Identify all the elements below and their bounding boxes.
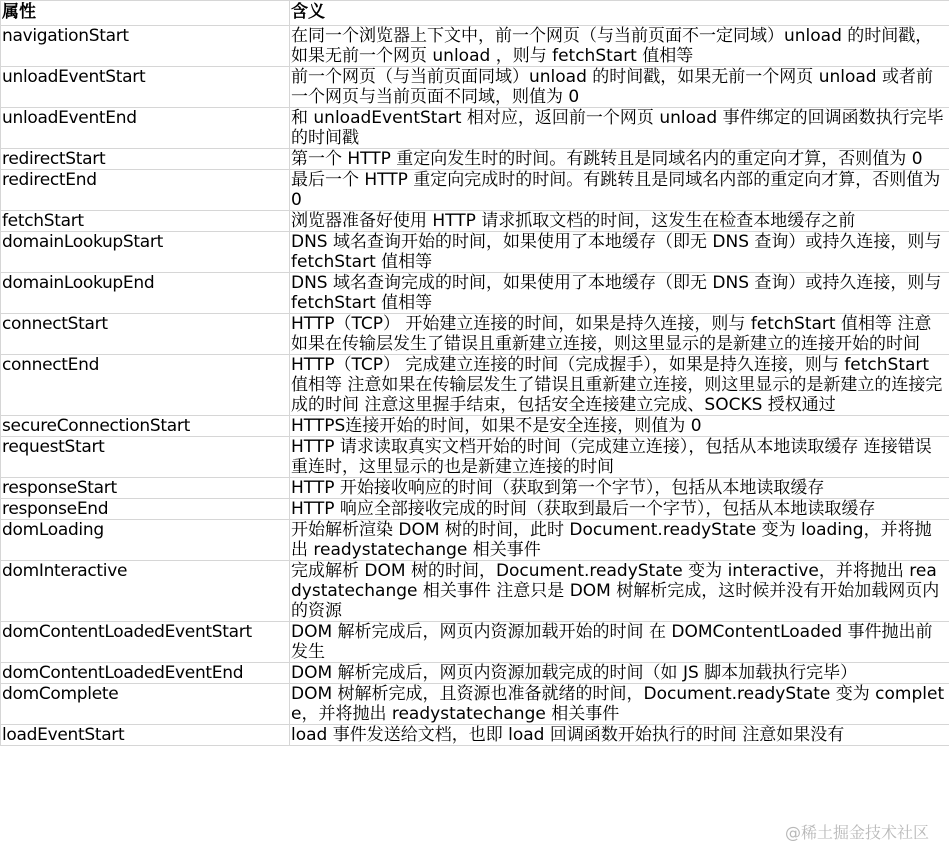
- table-row: [1, 437, 949, 478]
- table-row: [1, 314, 949, 355]
- attribute-description: 前一个网页（与当前页面同域）unload 的时间戳，如果无前一个网页 unload 或者前一个网页与当前页面不同域，则值为 0: [290, 67, 949, 108]
- attribute-description: load 事件发送给文档，也即 load 回调函数开始执行的时间 注意如果没有: [290, 725, 949, 746]
- attribute-name: connectEnd: [1, 355, 290, 416]
- table-row: [1, 725, 949, 746]
- table-row: [1, 170, 949, 211]
- attribute-description: 开始解析渲染 DOM 树的时间，此时 Document.readyState 变为 loading，并将抛出 readystatechange 相关事件: [290, 520, 949, 561]
- table-row: [1, 26, 949, 67]
- table-row: [1, 663, 949, 684]
- attribute-description: 在同一个浏览器上下文中，前一个网页（与当前页面不一定同域）unload 的时间戳，如果无前一个网页 unload ，则与 fetchStart 值相等: [290, 26, 949, 67]
- attribute-name: domainLookupEnd: [1, 273, 290, 314]
- attribute-description: DOM 解析完成后，网页内资源加载完成的时间（如 JS 脚本加载执行完毕）: [290, 663, 949, 684]
- table-row: [1, 561, 949, 622]
- attribute-description: HTTP（TCP） 完成建立连接的时间（完成握手），如果是持久连接，则与 fetchStart 值相等 注意如果在传输层发生了错误且重新建立连接，则这里显示的是新建立的连接完成的时间 注意这里握手结束，包括安全连接建立完成、SOCKS 授权通过: [290, 355, 949, 416]
- attribute-description: HTTP 响应全部接收完成的时间（获取到最后一个字节），包括从本地读取缓存: [290, 499, 949, 520]
- attribute-description: HTTP 请求读取真实文档开始的时间（完成建立连接），包括从本地读取缓存 连接错误重连时，这里显示的也是新建立连接的时间: [290, 437, 949, 478]
- attribute-description: 最后一个 HTTP 重定向完成时的时间。有跳转且是同域名内部的重定向才算，否则值为 0: [290, 170, 949, 211]
- attribute-name: fetchStart: [1, 211, 290, 232]
- attribute-description: 浏览器准备好使用 HTTP 请求抓取文档的时间，这发生在检查本地缓存之前: [290, 211, 949, 232]
- attribute-name: navigationStart: [1, 26, 290, 67]
- attribute-name: domContentLoadedEventStart: [1, 622, 290, 663]
- attribute-name: responseEnd: [1, 499, 290, 520]
- attribute-description: DNS 域名查询完成的时间，如果使用了本地缓存（即无 DNS 查询）或持久连接，则与 fetchStart 值相等: [290, 273, 949, 314]
- table-body: [1, 26, 949, 746]
- attribute-name: secureConnectionStart: [1, 416, 290, 437]
- attribute-name: redirectStart: [1, 149, 290, 170]
- table-row: [1, 67, 949, 108]
- attribute-name: requestStart: [1, 437, 290, 478]
- table-row: [1, 478, 949, 499]
- attribute-description: DOM 解析完成后，网页内资源加载开始的时间 在 DOMContentLoaded 事件抛出前发生: [290, 622, 949, 663]
- table-row: [1, 232, 949, 273]
- attribute-name: unloadEventEnd: [1, 108, 290, 149]
- attribute-name: loadEventStart: [1, 725, 290, 746]
- table-row: [1, 108, 949, 149]
- attribute-name: connectStart: [1, 314, 290, 355]
- table-header-row: [1, 1, 949, 26]
- table-row: [1, 520, 949, 561]
- table-row: [1, 684, 949, 725]
- attribute-name: domComplete: [1, 684, 290, 725]
- attribute-description: 第一个 HTTP 重定向发生时的时间。有跳转且是同域名内的重定向才算，否则值为 0: [290, 149, 949, 170]
- attribute-description: HTTP（TCP） 开始建立连接的时间，如果是持久连接，则与 fetchStart 值相等 注意如果在传输层发生了错误且重新建立连接，则这里显示的是新建立的连接开始的时间: [290, 314, 949, 355]
- attribute-description: HTTP 开始接收响应的时间（获取到第一个字节），包括从本地读取缓存: [290, 478, 949, 499]
- attribute-name: unloadEventStart: [1, 67, 290, 108]
- attribute-name: redirectEnd: [1, 170, 290, 211]
- header-meaning: 含义: [290, 1, 949, 26]
- attribute-description: 完成解析 DOM 树的时间，Document.readyState 变为 interactive，并将抛出 readystatechange 相关事件 注意只是 DOM 树解析完成，这时候并没有开始加载网页内的资源: [290, 561, 949, 622]
- attribute-description: DNS 域名查询开始的时间，如果使用了本地缓存（即无 DNS 查询）或持久连接，则与 fetchStart 值相等: [290, 232, 949, 273]
- attribute-description: DOM 树解析完成，且资源也准备就绪的时间，Document.readyState 变为 complete，并将抛出 readystatechange 相关事件: [290, 684, 949, 725]
- attribute-name: domLoading: [1, 520, 290, 561]
- table-row: [1, 211, 949, 232]
- attribute-name: domainLookupStart: [1, 232, 290, 273]
- table-row: [1, 416, 949, 437]
- attribute-description: HTTPS连接开始的时间，如果不是安全连接，则值为 0: [290, 416, 949, 437]
- table-row: [1, 622, 949, 663]
- attribute-name: domContentLoadedEventEnd: [1, 663, 290, 684]
- header-attribute: 属性: [1, 1, 290, 26]
- table-row: [1, 499, 949, 520]
- attribute-name: domInteractive: [1, 561, 290, 622]
- table-row: [1, 355, 949, 416]
- table-row: [1, 149, 949, 170]
- attribute-name: responseStart: [1, 478, 290, 499]
- watermark: @稀土掘金技术社区: [784, 823, 929, 842]
- attribute-description: 和 unloadEventStart 相对应，返回前一个网页 unload 事件绑定的回调函数执行完毕的时间戳: [290, 108, 949, 149]
- table-row: [1, 273, 949, 314]
